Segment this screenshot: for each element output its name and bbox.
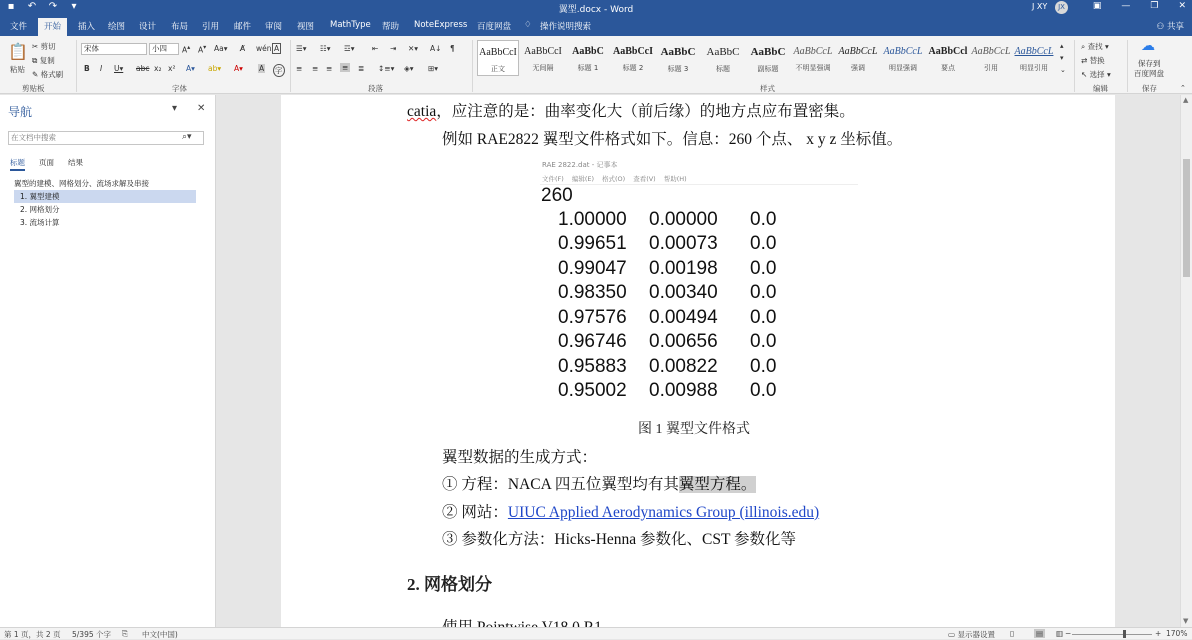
notepad-menu: 文件(F) 编辑(E) 格式(O) 查看(V) 帮助(H) <box>542 175 687 183</box>
styles-scroll-down-icon[interactable]: ▾ <box>1060 54 1064 62</box>
restore-icon[interactable]: ❐ <box>1150 1 1159 11</box>
zoom-out-icon[interactable]: − <box>1065 629 1072 638</box>
replace-button[interactable]: ⇄ 替换 <box>1081 56 1105 65</box>
tab-home[interactable]: 开始 <box>38 18 67 36</box>
undo-icon[interactable]: ↶ <box>27 1 37 12</box>
font-size-select[interactable]: 小四 <box>149 43 179 55</box>
zoom-level[interactable]: 170% <box>1166 629 1188 638</box>
justify-icon[interactable]: ≡ <box>342 63 349 72</box>
font-name-select[interactable]: 宋体 <box>81 43 147 55</box>
close-icon[interactable]: ✕ <box>1178 1 1186 11</box>
copy-icon: ⧉ <box>32 56 40 65</box>
border-char-icon[interactable]: A <box>274 44 280 53</box>
figure-image: RAE 2822.dat - 记事本 文件(F) 编辑(E) 格式(O) 查看(V) 帮助(H) 260 1.00000 0.00000 0.0 0.99651 0.00073 0.0 0.99047 0.00198 0.0 0.98350 0.00340 0.0 0.97576 0.00494 0.0 0.96746 0.00656 0.0 0.95883 0.00822 0.0 0.95002 0.00988 0.0 <box>536 157 862 407</box>
list-item: ② 网站：UIUC Applied Aerodynamics Group (illinois.edu) <box>442 504 820 521</box>
tab-noteexpress[interactable]: NoteExpress <box>414 20 468 30</box>
vertical-scrollbar[interactable] <box>1180 95 1192 627</box>
style-title[interactable]: AaBbC 标题 <box>706 46 740 73</box>
tab-baidu[interactable]: 百度网盘 <box>477 22 512 32</box>
tab-references[interactable]: 引用 <box>202 22 220 32</box>
copy-button[interactable]: ⧉ 复制 <box>32 56 55 65</box>
save-icon[interactable]: ▪ <box>7 1 15 12</box>
nav-options-icon[interactable]: ▾ <box>172 103 178 114</box>
font-grow-icon[interactable]: A▴ <box>182 44 191 55</box>
replace-icon: ⇄ <box>1081 56 1090 65</box>
bullets-icon[interactable]: ☰▾ <box>296 44 307 53</box>
align-right-icon[interactable]: ≡ <box>326 64 333 73</box>
figure-caption: 图 1 翼型文件格式 <box>638 422 750 437</box>
styles-more-icon[interactable]: ⌄ <box>1060 66 1066 74</box>
tab-insert[interactable]: 插入 <box>78 22 96 32</box>
font-group-label: 字体 <box>172 84 187 93</box>
decrease-indent-icon[interactable]: ⇤ <box>372 44 379 53</box>
user-name[interactable]: J XY <box>1032 2 1048 11</box>
align-center-icon[interactable]: ≡ <box>312 64 319 73</box>
separator <box>472 40 473 92</box>
customize-icon[interactable]: ▾ <box>71 1 77 12</box>
scroll-up-icon[interactable]: ▲ <box>1183 96 1189 104</box>
cloud-icon[interactable]: ☁ <box>1141 38 1155 54</box>
tab-design[interactable]: 设计 <box>139 22 157 32</box>
style-intense-quote[interactable]: AaBbCcL 明显引用 <box>1014 46 1054 72</box>
paste-icon[interactable]: 📋 <box>8 42 28 61</box>
clear-format-icon[interactable]: A̸ <box>240 44 246 53</box>
window-title: 翼型.docx - Word <box>558 5 634 15</box>
text-effects-icon[interactable]: A▾ <box>186 64 195 73</box>
style-quote[interactable]: AaBbCcL 引用 <box>971 46 1011 72</box>
page-count[interactable]: 第 1 页，共 2 页 <box>4 630 61 639</box>
line-spacing-icon[interactable]: ↕≡▾ <box>378 64 395 73</box>
search-icon[interactable]: ⌕▾ <box>182 132 192 142</box>
print-layout-icon[interactable]: ▤ <box>1036 629 1044 638</box>
notepad-title: RAE 2822.dat - 记事本 <box>542 161 618 169</box>
separator <box>1074 40 1075 92</box>
font-color-icon[interactable]: A▾ <box>234 64 243 73</box>
nav-close-icon[interactable]: ✕ <box>197 103 206 114</box>
style-strong[interactable]: AaBbCcl 要点 <box>928 46 968 72</box>
scroll-thumb[interactable] <box>1183 159 1190 277</box>
clipboard-group-label: 剪贴板 <box>22 84 45 93</box>
char-shading-icon[interactable]: A <box>259 64 265 73</box>
zoom-slider[interactable] <box>1072 634 1152 635</box>
style-subtle-emphasis[interactable]: AaBbCcL 不明显强调 <box>793 46 833 72</box>
document-area <box>217 95 1180 627</box>
separator <box>290 40 291 92</box>
change-case-icon[interactable]: Aa▾ <box>214 44 228 53</box>
editing-group-label: 编辑 <box>1093 84 1108 93</box>
search-icon: ⌕ <box>1081 42 1088 51</box>
distributed-icon[interactable]: ≣ <box>358 64 365 73</box>
superscript-icon[interactable]: x² <box>168 64 176 73</box>
select-button[interactable]: ↖ 选择 ▾ <box>1081 70 1111 79</box>
proofing-icon[interactable]: ⎘ <box>122 629 128 638</box>
language-indicator[interactable]: 中文(中国) <box>142 630 178 639</box>
ribbon-display-icon[interactable]: ▣ <box>1092 1 1102 11</box>
document-page[interactable] <box>281 95 1115 627</box>
nav-tab-headings[interactable]: 标题 <box>10 157 25 171</box>
share-button[interactable]: ⚇ 共享 <box>1156 22 1184 32</box>
read-mode-icon[interactable]: ▯ <box>1010 629 1015 638</box>
tab-layout[interactable]: 布局 <box>171 22 189 32</box>
window-controls <box>1093 1 1186 11</box>
nav-heading-item[interactable]: 1. 翼型建模 <box>14 190 196 203</box>
bold-icon[interactable]: B <box>84 64 90 73</box>
zoom-slider-thumb[interactable] <box>1123 630 1126 638</box>
tab-file[interactable]: 文件 <box>10 22 28 32</box>
style-subtitle[interactable]: AaBbC 副标题 <box>750 46 786 73</box>
style-heading-2[interactable]: AaBbCcI 标题 2 <box>612 46 653 72</box>
borders-icon[interactable]: ⊞▾ <box>428 64 439 73</box>
style-normal[interactable]: AaBbCcI 正文 <box>477 40 519 76</box>
find-button[interactable]: ⌕ 查找 ▾ <box>1081 42 1109 51</box>
ribbon-tabs <box>0 16 1192 36</box>
sort-icon[interactable]: A↓ <box>430 44 442 53</box>
section-heading: 2. 网格划分 <box>407 575 492 594</box>
align-left-icon[interactable]: ≡ <box>296 64 303 73</box>
person-icon: ⚇ <box>1156 22 1167 32</box>
avatar[interactable]: JX <box>1055 1 1068 14</box>
shading-icon[interactable]: ◈▾ <box>404 64 414 73</box>
save-group-label: 保存 <box>1142 84 1157 93</box>
styles-scroll-up-icon[interactable]: ▴ <box>1060 42 1064 50</box>
monitor-icon: ▭ <box>948 630 958 639</box>
nav-heading-item[interactable]: 翼型的建模、网格划分、流场求解及串接 <box>14 179 149 188</box>
word-count[interactable]: 5/395 个字 <box>72 630 111 639</box>
tell-me-search[interactable]: 操作说明搜索 <box>540 22 592 32</box>
minimize-icon[interactable]: — <box>1121 1 1131 11</box>
nav-heading-list <box>14 177 196 229</box>
tab-mailings[interactable]: 邮件 <box>234 22 252 32</box>
italic-icon[interactable]: I <box>100 64 103 73</box>
paste-button[interactable]: 粘贴 <box>10 65 25 74</box>
style-heading-3[interactable]: AaBbC 标题 3 <box>660 46 696 73</box>
tab-help[interactable]: 帮助 <box>382 22 400 32</box>
multilevel-list-icon[interactable]: ☲▾ <box>344 44 355 53</box>
style-no-spacing[interactable]: AaBbCcI 无间隔 <box>524 46 562 72</box>
navigation-pane <box>0 95 216 627</box>
nav-heading-item[interactable]: 3. 流场计算 <box>20 218 60 227</box>
underline-icon[interactable]: U▾ <box>114 64 124 73</box>
misspelled-word[interactable]: catia <box>407 103 437 120</box>
nav-heading-item[interactable]: 2. 网格划分 <box>20 205 60 214</box>
nav-tab-pages[interactable]: 页面 <box>39 158 54 167</box>
tab-mathtype[interactable]: MathType <box>330 20 371 30</box>
nav-title: 导航 <box>8 105 33 119</box>
enclose-char-icon[interactable]: 字 <box>275 66 283 75</box>
tab-view[interactable]: 视图 <box>297 22 315 32</box>
subscript-icon[interactable]: x₂ <box>154 64 162 73</box>
redo-icon[interactable]: ↷ <box>48 1 58 12</box>
phonetic-icon[interactable]: wén <box>256 44 272 53</box>
scissors-icon: ✂ <box>32 42 41 51</box>
numbering-icon[interactable]: ☷▾ <box>320 44 331 53</box>
style-heading-1[interactable]: AaBbC 标题 1 <box>572 46 604 72</box>
style-emphasis[interactable]: AaBbCcL 强调 <box>838 46 878 72</box>
highlight-icon[interactable]: ab▾ <box>208 64 222 73</box>
chinese-layout-icon[interactable]: ✕▾ <box>408 44 419 53</box>
tab-review[interactable]: 审阅 <box>265 22 283 32</box>
cursor-icon: ↖ <box>1081 70 1090 79</box>
point-count: 260 <box>541 185 573 206</box>
title-bar <box>0 0 1192 16</box>
lightbulb-icon: ♢ <box>524 20 532 30</box>
zoom-in-icon[interactable]: + <box>1155 629 1162 638</box>
selected-text[interactable]: 翼型方程。 <box>678 476 757 493</box>
web-layout-icon[interactable]: ▥ <box>1056 629 1064 638</box>
divider <box>540 184 858 185</box>
body-paragraph: catia，应注意的是：曲率变化大（前后缘）的地方点应布置密集。 <box>407 103 855 120</box>
list-item: ① 方程：NACA 四五位翼型均有其翼型方程。 <box>442 476 757 493</box>
increase-indent-icon[interactable]: ⇥ <box>390 44 397 53</box>
format-painter-button[interactable]: ✎ 格式刷 <box>32 70 64 79</box>
styles-group-label: 样式 <box>760 84 775 93</box>
brush-icon: ✎ <box>32 70 41 79</box>
separator <box>76 40 77 92</box>
cut-button[interactable]: ✂ 剪切 <box>32 42 56 51</box>
style-intense-emphasis[interactable]: AaBbCcL 明显强调 <box>883 46 923 72</box>
nav-search-input[interactable]: 在文档中搜索 <box>8 131 204 145</box>
nav-tabs <box>10 157 83 171</box>
paragraph-group-label: 段落 <box>368 84 383 93</box>
collapse-ribbon-icon[interactable]: ⌃ <box>1180 84 1186 92</box>
body-paragraph: 翼型数据的生成方式： <box>442 449 598 466</box>
show-marks-icon[interactable]: ¶ <box>450 44 455 53</box>
ribbon <box>0 36 1192 94</box>
list-item: ③ 参数化方法：Hicks-Henna 参数化、CST 参数化等 <box>442 531 797 548</box>
strikethrough-icon[interactable]: abc <box>136 64 150 73</box>
body-paragraph: 例如 RAE2822 翼型文件格式如下。信息：260 个点、 x y z 坐标值。 <box>442 131 903 148</box>
tab-draw[interactable]: 绘图 <box>108 22 126 32</box>
nav-tab-results[interactable]: 结果 <box>68 158 83 167</box>
uiuc-link[interactable]: UIUC Applied Aerodynamics Group (illinois.edu) <box>507 504 820 521</box>
save-baidu-button-line2[interactable]: 百度网盘 <box>1134 69 1164 78</box>
display-settings-button[interactable]: ▭ 显示器设置 <box>948 630 995 639</box>
font-shrink-icon[interactable]: A▾ <box>198 44 207 55</box>
save-baidu-button[interactable]: 保存到 <box>1138 59 1161 68</box>
status-bar <box>0 627 1192 639</box>
scroll-down-icon[interactable]: ▼ <box>1183 617 1189 625</box>
separator <box>1127 40 1128 92</box>
